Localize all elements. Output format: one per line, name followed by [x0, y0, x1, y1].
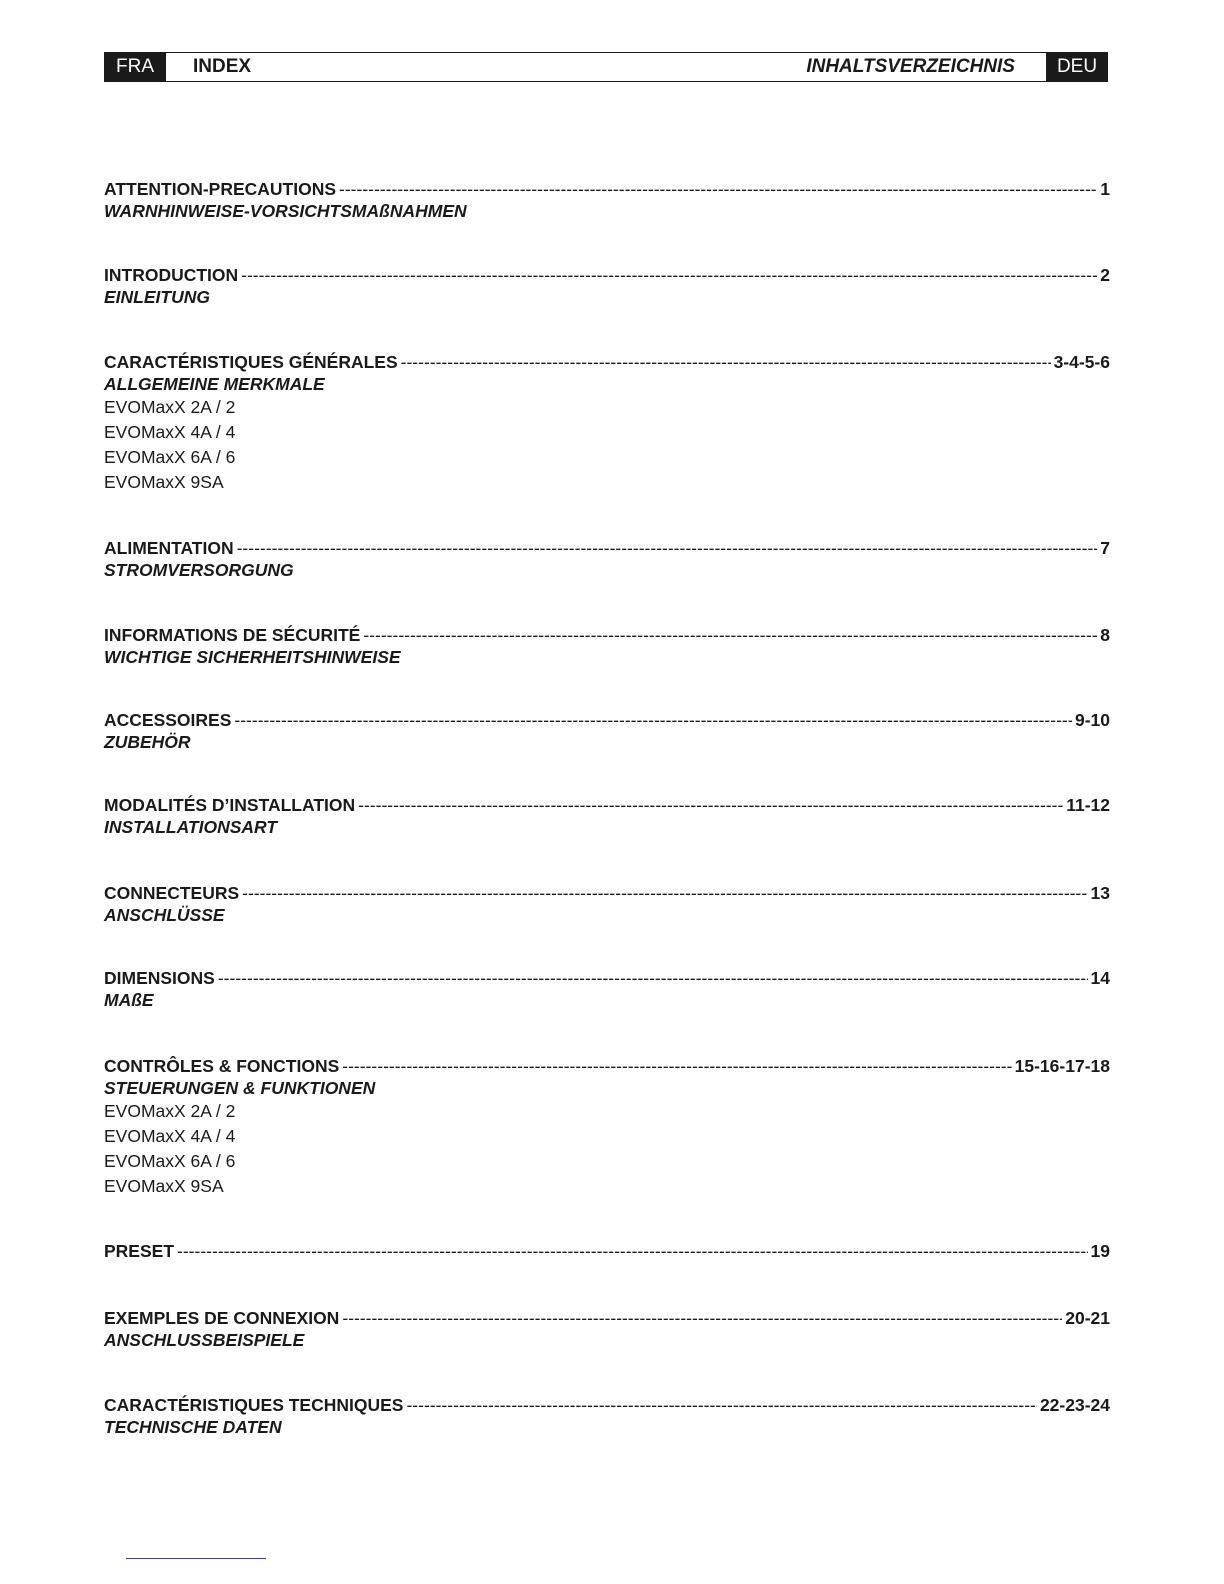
leader-dots: [363, 624, 1097, 646]
toc-entry-de: ALLGEMEINE MERKMALE: [104, 374, 325, 394]
leader-dots: [177, 1240, 1088, 1262]
toc-entry-de: MAßE: [104, 990, 154, 1010]
toc-entry[interactable]: [104, 624, 1110, 668]
toc-entry-de: ANSCHLUSSBEISPIELE: [104, 1330, 305, 1350]
toc-entry-fr: CARACTÉRISTIQUES TECHNIQUES: [104, 1395, 404, 1415]
lang-badge-deu: DEU: [1046, 52, 1108, 82]
toc-entry-page: 1: [1100, 179, 1110, 199]
toc-entry-page: 15-16-17-18: [1014, 1056, 1110, 1076]
toc-entry-fr: ALIMENTATION: [104, 538, 234, 558]
toc-entry-fr: INTRODUCTION: [104, 265, 239, 285]
toc-entry-fr: ACCESSOIRES: [104, 710, 232, 730]
toc-entry-page: 19: [1090, 1241, 1110, 1261]
toc-entry-fr: ATTENTION-PRECAUTIONS: [104, 179, 337, 199]
toc-entry-page: 8: [1100, 625, 1110, 645]
leader-dots: [234, 709, 1072, 731]
toc-entry[interactable]: [104, 537, 1110, 581]
header-title-de: INHALTSVERZEICHNIS: [806, 56, 1015, 77]
toc-entry-de: STEUERUNGEN & FUNKTIONEN: [104, 1078, 376, 1098]
toc-entry[interactable]: [104, 178, 1110, 222]
toc-entry-page: 14: [1090, 968, 1110, 988]
toc-entry-page: 13: [1090, 883, 1110, 903]
toc-sub-item: EVOMaxX 6A / 6: [104, 1151, 236, 1171]
leader-dots: [242, 882, 1087, 904]
toc-entry-page: 20-21: [1065, 1308, 1110, 1328]
toc-sub-item: EVOMaxX 9SA: [104, 472, 224, 492]
toc-entry-de: TECHNISCHE DATEN: [104, 1417, 282, 1437]
toc-entry-fr: EXEMPLES DE CONNEXION: [104, 1308, 340, 1328]
toc-sub-item: EVOMaxX 4A / 4: [104, 422, 236, 442]
toc-entry-de: STROMVERSORGUNG: [104, 560, 294, 580]
toc-entry-fr: CONTRÔLES & FONCTIONS: [104, 1056, 340, 1076]
toc-entry-de: INSTALLATIONSART: [104, 817, 278, 837]
toc-entry[interactable]: [104, 351, 1110, 495]
leader-dots: [339, 178, 1097, 200]
leader-dots: [358, 794, 1063, 816]
toc-entry-de: WICHTIGE SICHERHEITSHINWEISE: [104, 647, 401, 667]
toc-sub-item: EVOMaxX 9SA: [104, 1176, 224, 1196]
toc-entry-page: 11-12: [1066, 795, 1110, 815]
toc-entry-page: 3-4-5-6: [1053, 352, 1110, 372]
toc-entry[interactable]: [104, 709, 1110, 753]
toc-entry[interactable]: [104, 1307, 1110, 1351]
toc-entry-de: ANSCHLÜSSE: [104, 905, 225, 925]
toc-entry[interactable]: [104, 264, 1110, 308]
toc-entry[interactable]: [104, 1240, 1110, 1262]
header-title-fr: INDEX: [193, 56, 252, 77]
leader-dots: [342, 1055, 1011, 1077]
toc-entry[interactable]: [104, 882, 1110, 926]
toc-entry-de: ZUBEHÖR: [104, 732, 191, 752]
leader-dots: [218, 967, 1088, 989]
footer-rule: [126, 1558, 266, 1559]
toc-entry[interactable]: [104, 1055, 1110, 1199]
toc-sub-item: EVOMaxX 4A / 4: [104, 1126, 236, 1146]
leader-dots: [401, 351, 1051, 373]
toc-sub-item: EVOMaxX 2A / 2: [104, 397, 236, 417]
toc-entry-fr: INFORMATIONS DE SÉCURITÉ: [104, 625, 361, 645]
lang-badge-fra: FRA: [104, 52, 166, 82]
toc-entry-fr: CONNECTEURS: [104, 883, 240, 903]
leader-dots: [342, 1307, 1062, 1329]
toc-sub-item: EVOMaxX 2A / 2: [104, 1101, 236, 1121]
leader-dots: [237, 537, 1098, 559]
toc-entry-fr: MODALITÉS D’INSTALLATION: [104, 795, 356, 815]
toc-entry-page: 2: [1100, 265, 1110, 285]
toc-entry-page: 7: [1100, 538, 1110, 558]
toc-entry-de: EINLEITUNG: [104, 287, 210, 307]
page-header: [104, 52, 1108, 82]
toc-entry-fr: CARACTÉRISTIQUES GÉNÉRALES: [104, 352, 398, 372]
toc-entry-de: WARNHINWEISE-VORSICHTSMAßNAHMEN: [104, 201, 467, 221]
toc-entry[interactable]: [104, 967, 1110, 1011]
leader-dots: [241, 264, 1097, 286]
toc-entry[interactable]: [104, 794, 1110, 838]
toc-entry-fr: DIMENSIONS: [104, 968, 215, 988]
toc-entry-page: 9-10: [1074, 710, 1110, 730]
toc-entry[interactable]: [104, 1394, 1110, 1438]
toc-sub-item: EVOMaxX 6A / 6: [104, 447, 236, 467]
toc-entry-fr: PRESET: [104, 1241, 175, 1261]
leader-dots: [406, 1394, 1036, 1416]
toc-entry-page: 22-23-24: [1039, 1395, 1110, 1415]
